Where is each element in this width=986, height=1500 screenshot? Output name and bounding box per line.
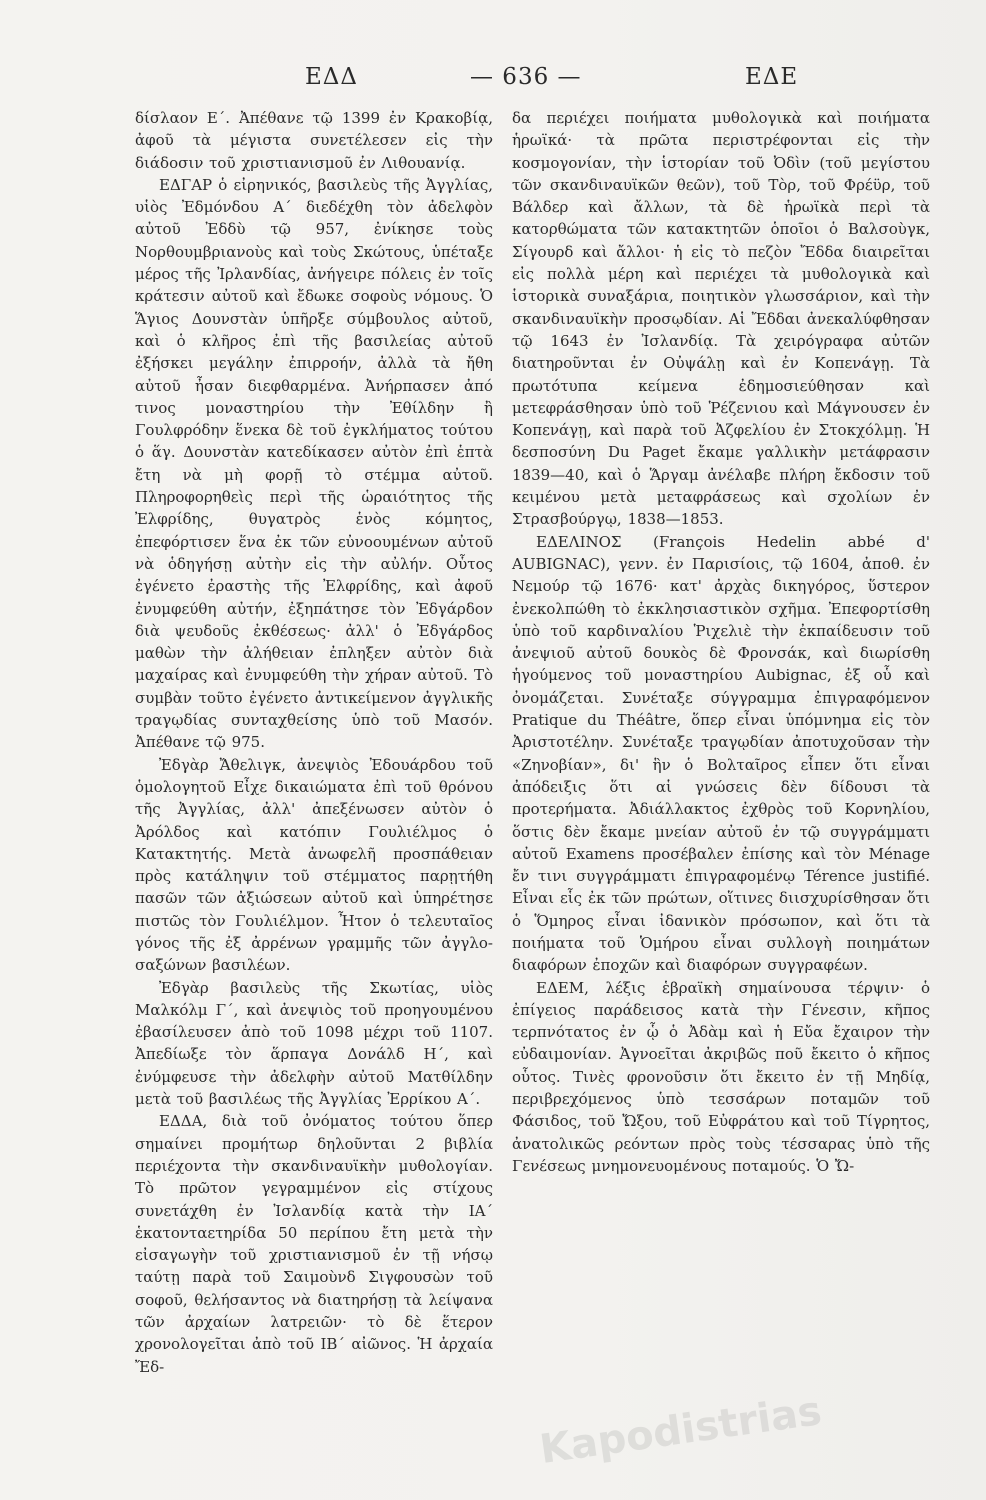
- entry-edda: ΕΔΔΑ, διὰ τοῦ ὀνόματος τούτου ὅπερ σημαίνει προμήτωρ δηλοῦνται 2 βιβλία περιέχοντα τὴν σκανδιναυϊκὴν μυθολογίαν. Τὸ πρῶτον γεγραμμένον εἰς στίχους συνετάχθη ἐν Ἰσλανδίᾳ κατὰ τὴν ΙΑ΄ ἑκατονταετηρίδα 50 περίπου ἔτη μετὰ τὴν εἰσαγωγὴν τοῦ χριστιανισμοῦ ἐν τῇ νήσῳ ταύτῃ παρὰ τοῦ Σαιμοὺνδ Σιγφουσὼν τοῦ σοφοῦ, θελήσαντος νὰ διατηρήσῃ τὰ λείψανα τῶν ἀρχαίων λατρειῶν· τὸ δὲ ἕτερον χρονολογεῖται ἀπὸ τοῦ ΙΒ΄ αἰῶνος. Ἡ ἀρχαία Ἔδ-: [135, 1112, 493, 1376]
- page-number: — 636 —: [470, 64, 582, 90]
- entry-edgar-peaceful: ΕΔΓΑΡ ὁ εἰρηνικός, βασιλεὺς τῆς Ἀγγλίας, υἱὸς Ἐδμόνδου Α΄ διεδέχθη τὸν ἀδελφὸν αὐτοῦ Ἐδδὺ τῷ 957, ἐνίκησε τοὺς Νορθουμβριανοὺς καὶ τοὺς Σκώτους, ὑπέταξε μέρος τῆς Ἰρλανδίας, ἀνήγειρε πόλεις ἐν τοῖς κράτεσιν αὐτοῦ καὶ ἔδωκε σοφοὺς νόμους. Ὁ Ἅγιος Δουνστὰν ὑπῆρξε σύμβουλος αὐτοῦ, καὶ ὁ κλῆρος ἐπὶ τῆς βασιλείας αὐτοῦ ἐξήσκει μεγάλην ἐπιρροήν, ἀλλὰ τὰ ἤθη αὐτοῦ ἦσαν διεφθαρμένα. Ἀνήρπασεν ἀπό τινος μοναστηρίου τὴν Ἐθίλδην ἢ Γουλφρόδην ἕνεκα δὲ τοῦ ἐγκλήματος τούτου ὁ ἅγ. Δουνστὰν κατεδίκασεν αὐτὸν ἐπὶ ἑπτὰ ἔτη νὰ μὴ φορῇ τὸ στέμμα αὐτοῦ. Πληροφορηθεὶς περὶ τῆς ὡραιότητος τῆς Ἐλφρίδης, θυγατρὸς ἑνὸς κόμητος, ἐπεφόρτισεν ἕνα ἐκ τῶν εὐνοουμένων αὐτοῦ νὰ ὁδηγήσῃ αὐτὴν εἰς τὴν αὐλήν. Οὗτος ἐγένετο ἐραστὴς τῆς Ἐλφρίδης, καὶ ἀφοῦ ἐνυμφεύθη αὐτήν, ἐξηπάτησε τὸν Ἐδγάρδον διὰ ψευδοῦς ἐκθέσεως· ἀλλ' ὁ Ἐδγάρδος μαθὼν τὴν ἀλήθειαν ἐπληξεν αὐτὸν διὰ μαχαίρας καὶ ἐνυμφεύθη τὴν χήραν αὐτοῦ. Τὸ συμβὰν τοῦτο ἐγένετο ἀντικείμενον ἀγγλικῆς τραγῳδίας συνταχθείσης ὑπὸ τοῦ Μασόν. Ἀπέθανε τῷ 975.: [135, 175, 493, 752]
- right-column: [512, 107, 930, 1177]
- header-right-guideword: ΕΔΕ: [745, 64, 799, 90]
- entry-edgar-scotland: Ἐδγὰρ βασιλεὺς τῆς Σκωτίας, υἱὸς Μαλκόλμ Γ΄, καὶ ἀνεψιὸς τοῦ προηγουμένου ἐβασίλευσεν ἀπὸ τοῦ 1098 μέχρι τοῦ 1107. Ἀπεδίωξε τὸν ἅρπαγα Δονάλδ Η΄, καὶ ἐνύμφευσε τὴν ἀδελφὴν αὐτοῦ Ματθίλδην μετὰ τοῦ βασιλέως τῆς Ἀγγλίας Ἐρρίκου Α΄.: [135, 978, 493, 1109]
- paragraph: δίσλαον Ε΄. Ἀπέθανε τῷ 1399 ἐν Κρακοβίᾳ, ἀφοῦ τὰ μέγιστα συνετέλεσεν εἰς τὴν διάδοσιν τοῦ χριστιανισμοῦ ἐν Λιθουανίᾳ.: [135, 109, 493, 172]
- library-watermark: Kapodistrias: [537, 1388, 825, 1474]
- header-left-guideword: ΕΔΔ: [305, 64, 359, 90]
- left-column: [135, 107, 493, 1378]
- running-header: [135, 64, 925, 96]
- paragraph: δα περιέχει ποιήματα μυθολογικὰ καὶ ποιήματα ἡρωϊκά· τὰ πρῶτα περιστρέφονται εἰς τὴν κοσμογονίαν, τὴν ἱστορίαν τοῦ Ὀδὶν (τοῦ μεγίστου τῶν σκανδιναυϊκῶν θεῶν), τοῦ Τὸρ, τοῦ Φρέϋρ, τοῦ Βάλδερ καὶ ἄλλων, τὰ δὲ ἡρωϊκὰ περὶ τὰ κατορθώματα τῶν κατακτητῶν ὁποῖοι ὁ Βαλσοὺγκ, Σίγουρδ καὶ ἄλλοι· ἡ εἰς τὸ πεζὸν Ἔδδα διαιρεῖται εἰς πολλὰ μέρη καὶ περιέχει τὰ μυθολογικὰ καὶ ἱστορικὰ συναξάρια, ποιητικὸν γλωσσάριον, καὶ τὴν σκανδιναυϊκὴν προσῳδίαν. Αἱ Ἔδδαι ἀνεκαλύφθησαν τῷ 1643 ἐν Ἰσλανδίᾳ. Τὰ χειρόγραφα αὐτῶν διατηροῦνται ἐν Οὐψάλῃ καὶ ἐν Κοπενάγῃ. Τὰ πρωτότυπα κείμενα ἐδημοσιεύθησαν καὶ μετεφράσθησαν ὑπὸ τοῦ Ῥέζενιου καὶ Μάγνουσεν ἐν Κοπενάγῃ, καὶ παρὰ τοῦ Ἀζφελίου ἐν Στοκχόλμῃ. Ἡ δεσποσύνη Du Paget ἔκαμε γαλλικὴν μετάφρασιν 1839—40, καὶ ὁ Ἅργαμ ἀνέλαβε πλήρη ἔκδοσιν τοῦ κειμένου μετὰ μεταφράσεως καὶ σχολίων ἐν Στρασβούργῳ, 1838—1853.: [512, 109, 930, 529]
- entry-edgar-atheling: Ἐδγὰρ Ἄθελιγκ, ἀνεψιὸς Ἐδουάρδου τοῦ ὁμολογητοῦ Εἶχε δικαιώματα ἐπὶ τοῦ θρόνου τῆς Ἀγγλίας, ἀλλ' ἀπεξένωσεν αὐτὸν ὁ Ἀρόλδος καὶ κατόπιν Γουλιέλμος ὁ Κατακτητής. Μετὰ ἀνωφελῆ προσπάθειαν πρὸς κατάληψιν τοῦ στέμματος παρῃτήθη πασῶν τῶν ἀξιώσεων αὐτοῦ καὶ ὑπηρέτησε πιστῶς τὸν Γουλιέλμον. Ἦτον ὁ τελευταῖος γόνος τῆς ἐξ ἀρρένων γραμμῆς τῶν ἀγγλο-σαξώνων βασιλέων.: [135, 755, 493, 975]
- entry-eden: ΕΔΕΜ, λέξις ἑβραϊκὴ σημαίνουσα τέρψιν· ὁ ἐπίγειος παράδεισος κατὰ τὴν Γένεσιν, κῆπος τερπνότατος ἐν ᾧ ὁ Ἀδὰμ καὶ ἡ Εὔα ἔχαιρον τὴν εὐδαιμονίαν. Ἀγνοεῖται ἀκριβῶς ποῦ ἔκειτο ὁ κῆπος οὗτος. Τινὲς φρονοῦσιν ὅτι ἔκειτο ἐν τῇ Μηδίᾳ, περιβρεχόμενος ὑπὸ τεσσάρων ποταμῶν τοῦ Φάσιδος, τοῦ Ὤξου, τοῦ Εὐφράτου καὶ τοῦ Τίγρητος, ἀνατολικῶς ρεόντων πρὸς τοὺς τέσσαρας ὑπὸ τῆς Γενέσεως μνημονευομένους ποταμούς. Ὁ Ὤ-: [512, 978, 930, 1175]
- entry-hedelin: ΕΔΕΛΙΝΟΣ (François Hedelin abbé d' AUBIGNAC), γενν. ἐν Παρισίοις, τῷ 1604, ἀποθ. ἐν Νεμούρ τῷ 1676· κατ' ἀρχὰς δικηγόρος, ὕστερον ἐνεκολπώθη τὸ ἐκκλησιαστικὸν σχῆμα. Ἐπεφορτίσθη ὑπὸ τοῦ καρδιναλίου Ῥιχελιὲ τὴν ἐκπαίδευσιν τοῦ ἀνεψιοῦ αὐτοῦ δουκὸς δὲ Φρονσάκ, καὶ διωρίσθη ἡγούμενος τοῦ μοναστηρίου Aubignac, ἐξ οὗ καὶ ὀνομάζεται. Συνέταξε σύγγραμμα ἐπιγραφόμενον Pratique du Théâtre, ὅπερ εἶναι ὑπόμνημα εἰς τὸν Ἀριστοτέλην. Συνέταξε τραγῳδίαν ἀποτυχοῦσαν τὴν «Ζηνοβίαν», δι' ἣν ὁ Βολταῖρος εἶπεν ὅτι εἶναι ἀπόδειξις ὅτι αἱ γνώσεις δὲν δίδουσι τὰ προτερήματα. Ἀδιάλλακτος ἐχθρὸς τοῦ Κορνηλίου, ὅστις δὲν ἔκαμε μνείαν αὐτοῦ ἐν τῷ συγγράμματι αὐτοῦ Examens προσέβαλεν ἐπίσης καὶ τὸν Ménage ἔν τινι συγγράμματι ἐπιγραφομένῳ Térence justifié. Εἶναι εἷς ἐκ τῶν πρώτων, οἵτινες διισχυρίσθησαν ὅτι ὁ Ὅμηρος εἶναι ἰδανικὸν πρόσωπον, καὶ ὅτι τὰ ποιήματα τοῦ Ὁμήρου εἶναι συλλογὴ ποιημάτων διαφόρων ἐποχῶν καὶ διαφόρων συγγραφέων.: [512, 532, 930, 975]
